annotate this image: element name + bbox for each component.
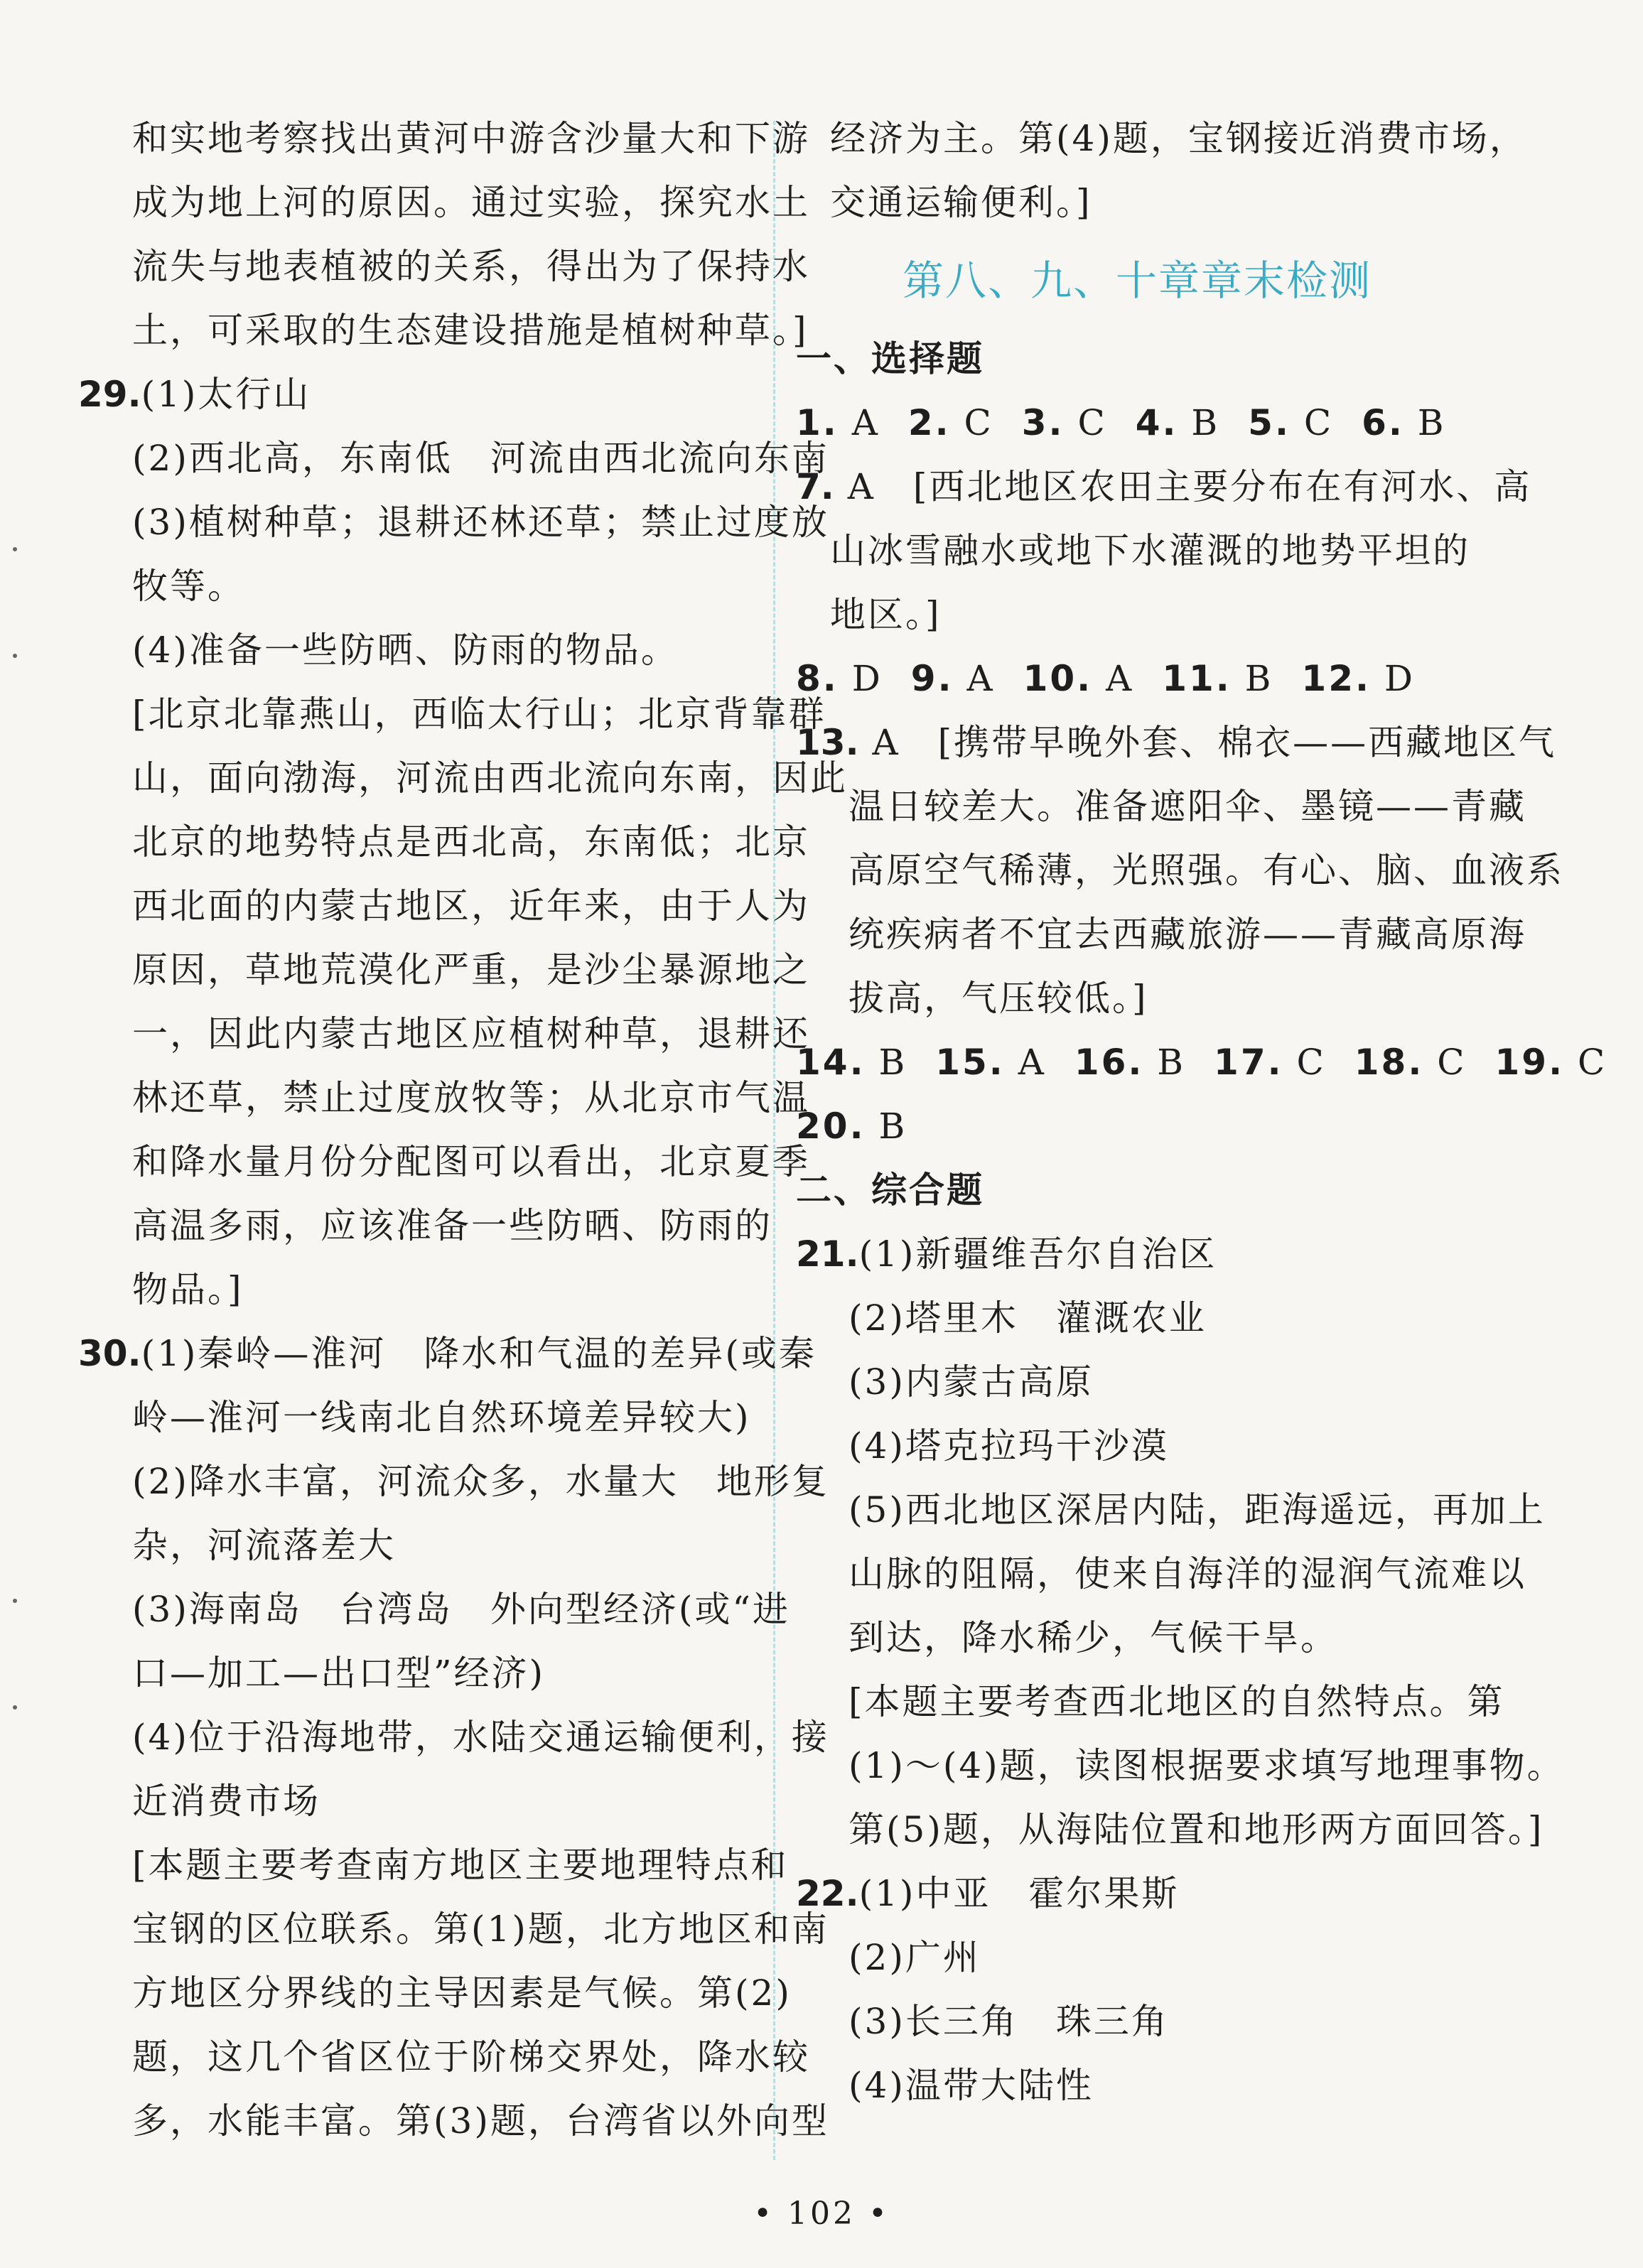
choice-number: 20. [796,1106,866,1147]
choice-answer [796,1042,907,1083]
line-text: 近消费市场 [132,1781,320,1822]
line-text: 题，这几个省区位于阶梯交界处，降水较 [132,2036,810,2078]
text-line [78,874,810,938]
line-text: (1)秦岭—淮河 降水和气温的差异(或秦 [141,1333,817,1374]
choice-letter: A [834,466,913,507]
choice-letter: A [858,722,938,763]
text-line [78,171,810,234]
choice-letter: B [1404,402,1446,443]
question-number: 22. [796,1873,859,1914]
choice-letter: A [953,658,995,699]
question-number: 21. [796,1233,859,1275]
choice-number: 2. [907,402,951,443]
choice-answer [1301,658,1415,699]
text-line [78,1449,829,1513]
text-line [78,298,809,362]
text-line [78,1897,829,1961]
choice-letter: B [1178,402,1220,443]
text-line [796,774,1526,838]
text-line [796,519,1478,583]
line-text: 统疾病者不宜去西藏旅游——青藏高原海 [849,914,1526,955]
line-text: (3)长三角 珠三角 [849,2001,1169,2042]
margin-dot [13,1599,17,1603]
right-column [796,107,1607,2117]
line-text: [北京北靠燕山，西临太行山；北京背靠群 [132,693,826,735]
text-line [78,1322,817,1386]
section-title: 二、综合题 [796,1170,984,1211]
text-line [796,1414,1478,1478]
line-text: 高原空气稀薄，光照强。有心、脑、血液系 [849,850,1564,891]
line-text: 流失与地表植被的关系，得出为了保持水 [132,246,810,287]
line-text: 山，面向渤海，河流由西北流向东南，因此 [132,757,848,799]
text-line [78,1705,829,1769]
line-text: 物品。] [132,1269,244,1310]
text-line [78,1833,789,1897]
line-text: (4)位于沿海地带，水陆交通运输便利，接 [132,1717,829,1758]
line-text: (1)太行山 [141,374,311,415]
text-line [78,746,848,810]
line-text: (1)新疆维吾尔自治区 [858,1233,1217,1275]
choice-letter: C [1564,1042,1607,1083]
choice-letter: C [950,402,993,443]
choice-number: 4. [1135,402,1178,443]
text-line [796,1542,1526,1606]
choice-answer [1362,402,1445,443]
choice-answer [1214,1042,1326,1083]
text-line [796,711,1557,774]
line-text: 和实地考察找出黄河中游含沙量大和下游 [132,118,810,159]
line-text: [西北地区农田主要分布在有河水、高 [912,466,1532,507]
text-line [78,1386,760,1449]
line-text: 杂，河流落差大 [132,1525,396,1566]
section-title: 一、选择题 [796,338,984,379]
text-line [796,1989,1478,2053]
text-line [78,426,829,490]
text-line [796,2053,1478,2117]
text-line [796,1222,1478,1286]
choice-answer [1162,658,1273,699]
choice-letter: A [838,402,880,443]
line-text: 林还草，禁止过度放牧等；从北京市气温 [132,1077,810,1118]
choice-number: 14. [796,1042,866,1083]
line-text: (2)降水丰富，河流众多，水量大 地形复 [132,1461,829,1502]
text-line [796,838,1564,902]
choice-answers-row [796,1030,1607,1094]
choice-number: 19. [1494,1042,1565,1083]
choice-letter: C [1290,402,1334,443]
question-number: 7. [796,466,834,507]
choice-number: 12. [1301,658,1371,699]
choice-number: 8. [796,658,839,699]
line-text: 和降水量月份分配图可以看出，北京夏季 [132,1141,810,1182]
choice-answer [1023,658,1134,699]
choice-answer [1495,1042,1607,1083]
line-text: (3)内蒙古高原 [849,1361,1094,1403]
choice-answer [796,1106,907,1147]
text-line [796,455,1532,519]
text-line [78,1194,772,1258]
choice-number: 16. [1074,1042,1144,1083]
text-line [78,2025,810,2089]
text-line [78,938,810,1002]
line-text: 拔高，气压较低。] [849,978,1148,1019]
text-line [78,1961,792,2025]
text-line [796,1286,1478,1350]
line-text: 山冰雪融水或地下水灌溉的地势平坦的 [830,530,1470,571]
line-text: 到达，降水稀少，气候干旱。 [849,1617,1338,1658]
text-line [78,234,810,298]
line-text: (3)海南岛 台湾岛 外向型经济(或“进 [132,1589,790,1630]
line-text: 第(5)题，从海陆位置和地形两方面回答。] [849,1809,1544,1850]
line-text: 口—加工—出口型”经济) [132,1653,546,1694]
choice-number: 5. [1248,402,1291,443]
text-line [78,554,760,618]
text-line [796,1606,1478,1670]
choice-number: 17. [1214,1042,1283,1083]
text-line [796,902,1526,966]
line-text: 山脉的阻隔，使来自海洋的湿润气流难以 [849,1553,1526,1594]
choice-answer [1354,1042,1467,1083]
question-21 [796,1222,1565,1862]
choice-letter: A [1004,1042,1046,1083]
text-line [796,1862,1478,1926]
text-line [78,1769,760,1833]
text-line [78,1066,810,1130]
line-text: [本题主要考查南方地区主要地理特点和 [132,1845,789,1886]
choice-answer [1248,402,1333,443]
line-text: 成为地上河的原因。通过实验，探究水土 [132,182,810,223]
text-line [796,1478,1546,1542]
choice-answer [908,402,993,443]
text-line [796,1734,1565,1798]
choice-number: 9. [910,658,954,699]
choice-number: 15. [935,1042,1005,1083]
choice-letter: D [1370,658,1415,699]
choice-answers-row [796,391,1478,455]
line-text: (4)准备一些防晒、防雨的物品。 [132,630,679,671]
choice-letter: C [1423,1042,1467,1083]
choice-answers-row [796,1094,1478,1158]
page-number: • 102 • [753,2196,890,2232]
text-line [78,618,760,682]
line-text: (4)温带大陆性 [849,2065,1094,2106]
text-line [78,1641,760,1705]
line-text: 牧等。 [132,566,245,607]
text-line [78,1130,810,1194]
choice-letter: C [1064,402,1107,443]
text-line [796,1926,1478,1989]
line-text: (2)西北高，东南低 河流由西北流向东南 [132,438,829,479]
choice-letter: B [865,1106,907,1147]
text-line [796,583,1478,647]
text-line [78,2089,829,2153]
text-line [796,1798,1544,1862]
line-text: 西北面的内蒙古地区，近年来，由于人为 [132,885,810,927]
line-text: (1)～(4)题，读图根据要求填写地理事物。 [849,1745,1565,1786]
choice-answer [1022,402,1107,443]
margin-dot [13,547,17,551]
choice-letter: D [838,658,883,699]
choice-number: 11. [1162,658,1232,699]
line-text: 方地区分界线的主导因素是气候。第(2) [132,1972,792,2014]
margin-dot [13,1705,17,1710]
text-line [78,1513,760,1577]
question-13 [796,711,1564,1030]
text-line [78,362,760,426]
line-text: 岭—淮河一线南北自然环境差异较大) [132,1397,751,1438]
choice-answer [796,402,880,443]
choice-letter: C [1283,1042,1326,1083]
line-text: 土，可采取的生态建设措施是植树种草。] [132,310,809,351]
text-line [796,1350,1478,1414]
line-text: (3)植树种草；退耕还林还草；禁止过度放 [132,502,829,543]
line-text: 地区。] [830,594,942,635]
text-line [796,966,1478,1030]
line-text: 多，水能丰富。第(3)题，台湾省以外向型 [132,2100,829,2142]
choice-number: 6. [1362,402,1404,443]
choice-number: 10. [1023,658,1093,699]
choice-answer [796,658,883,699]
choice-letter: B [1143,1042,1186,1083]
choice-letter: B [865,1042,907,1083]
choice-letter: B [1231,658,1273,699]
choice-number: 3. [1021,402,1065,443]
choice-number: 18. [1354,1042,1424,1083]
choice-answer [1074,1042,1185,1083]
margin-dot [13,654,17,658]
line-text: 一，因此内蒙古地区应植树种草，退耕还 [132,1013,810,1054]
choice-answer [935,1042,1046,1083]
choice-number: 1. [796,402,839,443]
text-line [78,1002,810,1066]
question-22 [796,1862,1478,2117]
question-number: 29. [78,374,141,415]
line-text: (5)西北地区深居内陆，距海遥远，再加上 [849,1489,1546,1530]
line-text: (2)塔里木 灌溉农业 [849,1297,1207,1339]
question-number: 13. [796,722,859,763]
line-text: (1)中亚 霍尔果斯 [858,1873,1180,1914]
line-text: 温日较差大。准备遮阳伞、墨镜——青藏 [849,786,1526,827]
text-line [78,1258,760,1322]
text-line: 交通运输便利。] [830,182,1092,223]
choice-answers-row [796,647,1478,711]
question-number: 30. [78,1333,141,1374]
choice-letter: A [1092,658,1134,699]
line-text: (2)广州 [849,1937,981,1978]
text-line [78,682,826,746]
line-text: 原因，草地荒漠化严重，是沙尘暴源地之 [132,949,810,990]
line-text: 北京的地势特点是西北高，东南低；北京 [132,821,810,863]
line-text: [携带早晚外套、棉衣——西藏地区气 [937,722,1557,763]
text-line [78,1577,790,1641]
line-text: [本题主要考查西北地区的自然特点。第 [849,1681,1505,1722]
line-text: 宝钢的区位联系。第(1)题，北方地区和南 [132,1908,829,1950]
choice-answer [911,658,995,699]
text-line [796,1670,1505,1734]
line-text: (4)塔克拉玛干沙漠 [849,1425,1169,1467]
question-7 [796,455,1532,647]
line-text: 高温多雨，应该准备一些防晒、防雨的 [132,1205,772,1246]
text-line [78,107,810,171]
choice-answer [1136,402,1219,443]
text-line [78,810,810,874]
chapter-title: 第八、九、十章章末检测 [902,256,1372,305]
text-line: 经济为主。第(4)题，宝钢接近消费市场， [830,118,1527,159]
text-line [78,490,829,554]
